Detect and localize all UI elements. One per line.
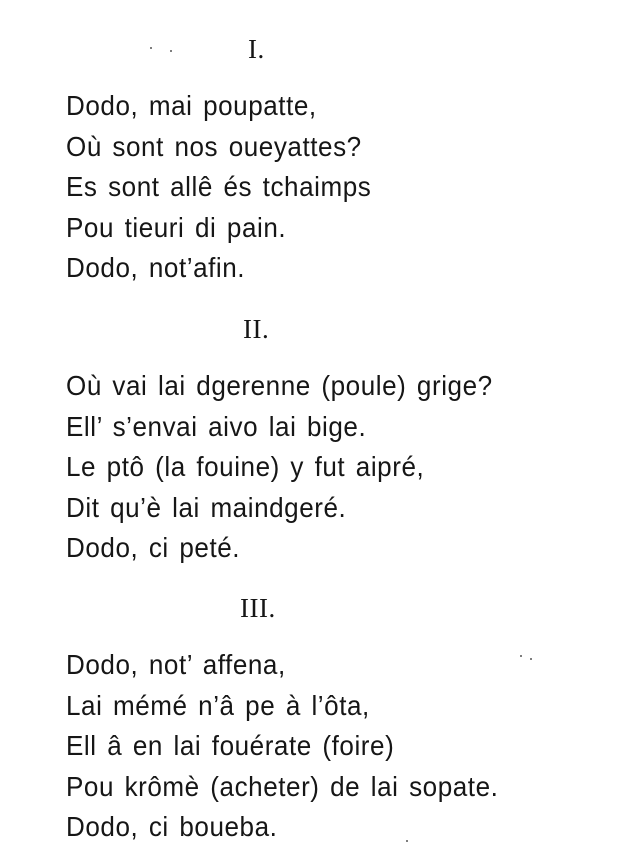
verse-line: Dodo, not’afin. [66,252,246,283]
verse-line: Dodo, not’ affena, [66,649,286,680]
verse-line: Ell’ s’envai aivo lai bige. [66,410,367,442]
verse-line: Où vai lai dgerenne (poule) grige? [66,370,493,401]
scan-speck [170,50,172,52]
verse-line: Es sont allê és tchaimps [66,171,372,202]
verse-line: Pou tieuri di pain. [66,211,287,243]
scan-speck [150,47,152,49]
verse-line: Pou krômè (acheter) de lai sopate. [66,770,499,802]
stanza-numeral-2: II. [243,314,270,344]
stanza-numeral-3: III. [240,593,276,623]
scan-speck [530,658,532,660]
stanza-3 [66,645,606,848]
verse-line: Le ptô (la fouine) y fut aipré, [66,451,425,482]
stanza-numeral-1: I. [248,34,265,64]
verse-line: Ell â en lai fouérate (foire) [66,730,395,761]
verse-line: Dodo, mai poupatte, [66,90,317,121]
verse-line: Dodo, ci boueba. [66,811,278,842]
verse-line: Dodo, ci peté. [66,532,241,563]
verse-line: Lai mémé n’â pe à l’ôta, [66,689,370,721]
stanza-1 [66,86,606,289]
scan-speck [406,840,408,842]
scan-speck [520,655,522,657]
verse-line: Où sont nos oueyattes? [66,130,362,162]
verse-line: Dit qu’è lai maindgeré. [66,491,347,523]
stanza-2 [66,366,606,569]
